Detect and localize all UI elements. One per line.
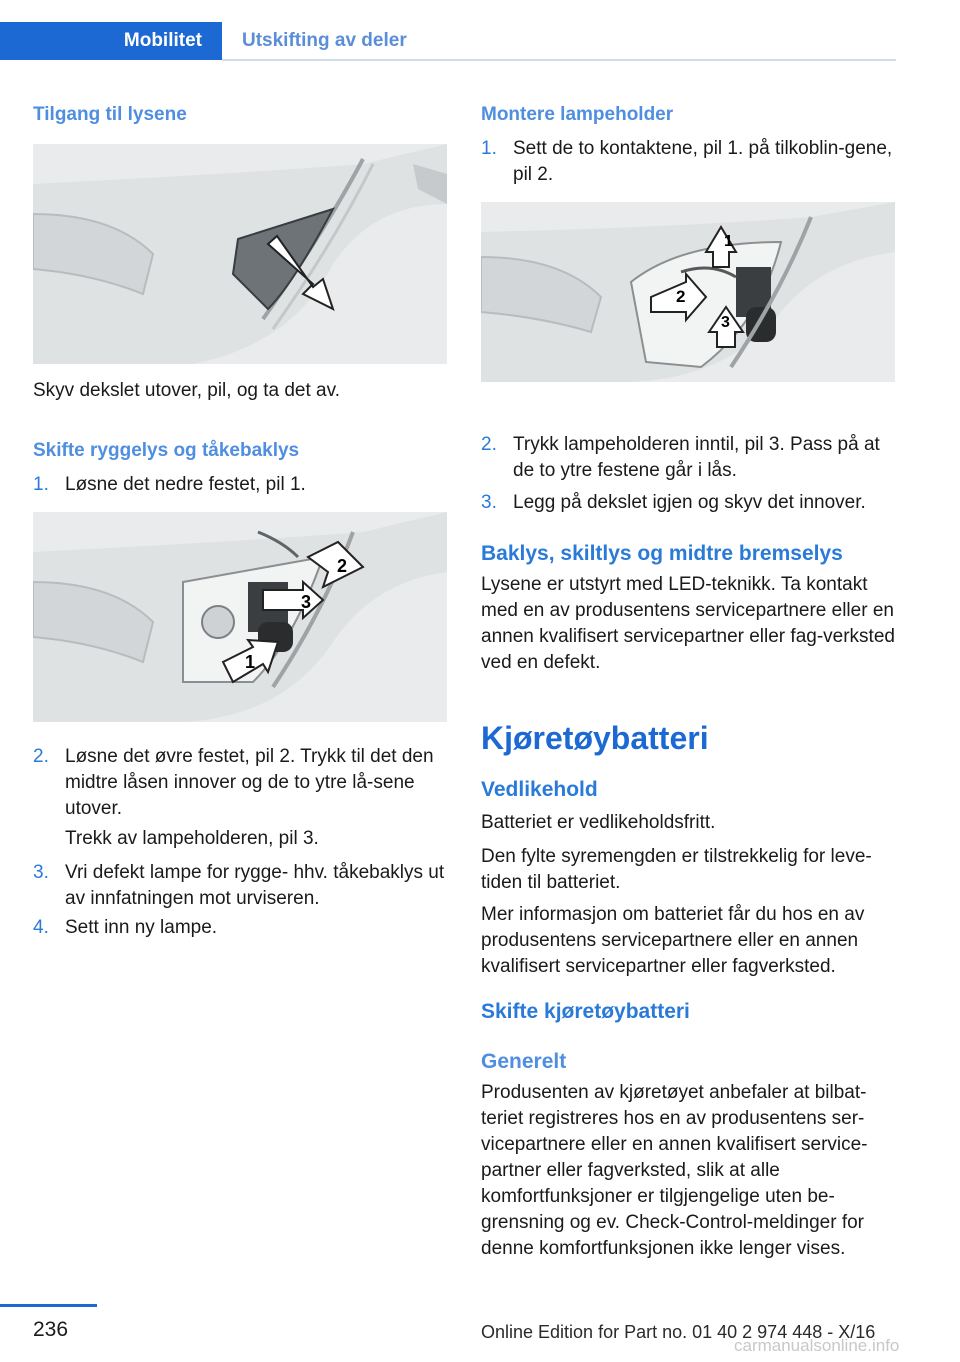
figure-lamp-holder-removal xyxy=(33,512,447,722)
list-text: Løsne det nedre festet, pil 1. xyxy=(65,474,306,495)
page-number: 236 xyxy=(33,1318,69,1341)
arrow-label-2: 2 xyxy=(337,556,348,576)
heading-baklys: Baklys, skiltlys og midtre bremselys xyxy=(481,542,843,565)
chapter-header xyxy=(0,22,896,62)
list-item xyxy=(33,860,453,914)
list-text: Vri defekt lampe for rygge- hhv. tåkebaklys ut av innfatningen mot urviseren. xyxy=(65,862,445,909)
list-number: 4. xyxy=(33,917,49,938)
arrow-label-2: 2 xyxy=(676,287,686,306)
list-number: 1. xyxy=(33,474,49,495)
footer-accent-line xyxy=(0,1304,97,1307)
list-text: Løsne det øvre festet, pil 2. Trykk til det den midtre låsen innover og de to ytre lå‐sene utover. xyxy=(65,746,434,819)
list-item xyxy=(481,432,899,486)
arrow-label-3: 3 xyxy=(721,314,730,331)
figure-access-lights xyxy=(33,144,447,364)
edition-text: Online Edition for Part no. 01 40 2 974 448 - X/16 xyxy=(481,1322,876,1342)
list-number: 3. xyxy=(481,492,497,513)
figure-lamp-holder-install xyxy=(481,202,895,382)
paragraph-acid: Den fylte syremengden er tilstrekkelig for leve‐tiden til batteriet. xyxy=(481,846,872,893)
paragraph-maintenance-free: Batteriet er vedlikeholdsfritt. xyxy=(481,812,716,833)
list-number: 1. xyxy=(481,138,497,159)
list-text: Trekk av lampeholderen, pil 3. xyxy=(65,828,319,849)
arrow-label-1: 1 xyxy=(245,652,256,672)
heading-skifte-ryggelys: Skifte ryggelys og tåkebaklys xyxy=(33,440,300,461)
list-number: 3. xyxy=(33,862,49,883)
paragraph-led: Lysene er utstyrt med LED-teknikk. Ta kontakt med en av produsentens servicepartnere eller en annen kvalifisert servicepartner eller fag‐verksted ved en defekt. xyxy=(481,574,895,673)
arrow-label-1: 1 xyxy=(724,233,733,250)
tab-utskifting: Utskifting av deler xyxy=(242,30,407,51)
list-number: 2. xyxy=(481,434,497,455)
list-text: Sett inn ny lampe. xyxy=(65,917,218,938)
watermark: carmanualsonline.info xyxy=(734,1336,900,1355)
paragraph-registration: Produsenten av kjøretøyet anbefaler at bilbat‐teriet registreres hos en av produsentens ser‐vicepartnere eller en annen kvalifisert service‐partner eller fagverksted, slik at alle komfortfunksjoner er tilgjengelige uten be‐grensning og ev. Check-Control-meldinger for denne komfortfunksjonen ikke lenger vises. xyxy=(481,1082,868,1259)
heading-montere: Montere lampeholder xyxy=(481,104,674,125)
heading-kjoretoybatteri: Kjøretøybatteri xyxy=(481,720,709,756)
paragraph-more-info: Mer informasjon om batteriet får du hos en av produsentens servicepartnere eller en annen kvalifisert servicepartner eller fagverksted. xyxy=(481,904,865,977)
caption-access: Skyv dekslet utover, pil, og ta det av. xyxy=(33,380,340,401)
list-text: Legg på dekslet igjen og skyv det innover. xyxy=(513,492,866,513)
list-text: Trykk lampeholderen inntil, pil 3. Pass på at de to ytre festene går i lås. xyxy=(513,434,880,481)
arrow-2-icon xyxy=(308,542,363,587)
heading-vedlikehold: Vedlikehold xyxy=(481,778,598,801)
heading-generelt: Generelt xyxy=(481,1050,567,1073)
tab-mobilitet: Mobilitet xyxy=(0,22,222,60)
illustration-cover xyxy=(33,144,447,364)
arrow-3-icon xyxy=(263,582,323,618)
header-rule xyxy=(222,59,896,61)
heading-tilgang: Tilgang til lysene xyxy=(33,104,187,125)
list-number: 2. xyxy=(33,746,49,767)
arrow-label-3: 3 xyxy=(301,592,312,612)
list-item xyxy=(33,744,453,824)
list-text: Sett de to kontaktene, pil 1. på tilkoblin‐gene, pil 2. xyxy=(513,138,893,185)
list-item xyxy=(481,136,899,190)
heading-skifte-batteri: Skifte kjøretøybatteri xyxy=(481,1000,690,1023)
